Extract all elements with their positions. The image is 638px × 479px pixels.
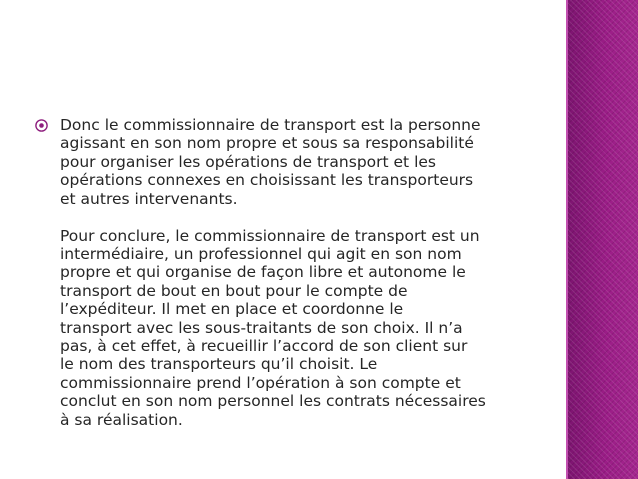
text-line: à sa réalisation. xyxy=(60,410,183,429)
text-line: intermédiaire, un professionnel qui agit en son nom xyxy=(60,245,462,264)
text-line: pas, à cet effet, à recueillir l’accord de son client sur xyxy=(60,337,468,356)
text-line: l’expéditeur. Il met en place et coordonne le xyxy=(60,300,404,319)
paragraph-gap xyxy=(60,208,545,227)
text-line: transport avec les sous-traitants de son choix. Il n’a xyxy=(60,318,463,337)
text-line: propre et qui organise de façon libre et autonome le xyxy=(60,263,466,282)
bullet-item xyxy=(35,116,545,429)
text-line: Pour conclure, le commissionnaire de transport est un xyxy=(60,226,480,245)
text-line: commissionnaire prend l’opération à son compte et xyxy=(60,373,461,392)
text-line: le nom des transporteurs qu’il choisit. Le xyxy=(60,355,378,374)
paragraph-conclusion xyxy=(60,227,545,429)
text-line: transport de bout en bout pour le compte de xyxy=(60,281,408,300)
text-line: pour organiser les opérations de transport et les xyxy=(60,152,436,171)
slide-content xyxy=(35,116,545,429)
text-line: Donc le commissionnaire de transport est la personne xyxy=(60,116,481,134)
text-line: agissant en son nom propre et sous sa responsabilité xyxy=(60,134,474,153)
text-line: opérations connexes en choisissant les transporteurs xyxy=(60,171,474,190)
text-line: conclut en son nom personnel les contrats nécessaires xyxy=(60,392,486,411)
decorative-side-band xyxy=(568,0,638,479)
text-line: et autres intervenants. xyxy=(60,189,238,208)
paragraph-definition xyxy=(60,116,545,208)
target-circle-icon xyxy=(35,119,48,132)
